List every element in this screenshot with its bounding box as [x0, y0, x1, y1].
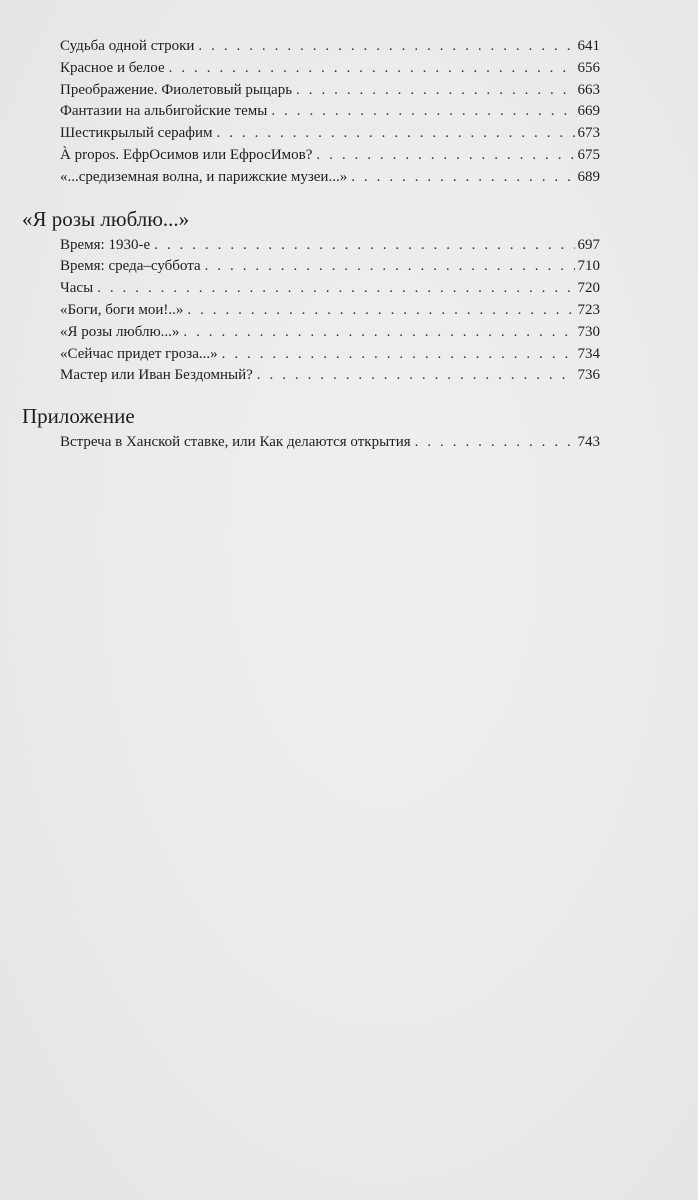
toc-entry[interactable]: [60, 80, 600, 102]
dot-leader: [198, 36, 574, 58]
dot-leader: [351, 167, 574, 189]
toc-entry-title: Шестикрылый серафим: [60, 125, 213, 142]
toc-entry[interactable]: [60, 432, 600, 454]
dot-leader: [316, 145, 574, 167]
toc-entry-title: Красное и белое: [60, 59, 165, 76]
dot-leader: [296, 80, 574, 102]
toc-entry-page: 673: [577, 125, 600, 142]
dot-leader: [222, 344, 575, 366]
toc-entry-title: Мастер или Иван Бездомный?: [60, 367, 253, 384]
toc-entry[interactable]: [60, 278, 600, 300]
toc-entry-title: Фантазии на альбигойские темы: [60, 103, 268, 120]
section-heading: Приложение: [22, 404, 135, 429]
toc-entry-title: Преображение. Фиолетовый рыцарь: [60, 81, 293, 98]
toc-entry-page: 743: [577, 434, 600, 451]
toc-entry-title: «Боги, боги мои!..»: [60, 301, 184, 318]
toc-entry-page: 736: [577, 367, 600, 384]
toc-entry[interactable]: [60, 101, 600, 123]
toc-entry-page: 730: [577, 323, 600, 340]
toc-entry[interactable]: [60, 58, 600, 80]
toc-entry[interactable]: [60, 145, 600, 167]
toc-entry-page: 697: [577, 236, 600, 253]
toc-entry-page: 720: [577, 280, 600, 297]
dot-leader: [154, 235, 574, 257]
dot-leader: [415, 432, 575, 454]
section-heading: «Я розы люблю...»: [22, 206, 190, 231]
toc-entry[interactable]: [60, 365, 600, 387]
toc-entry-page: 669: [577, 103, 600, 120]
toc-entry-title: À propos. ЕфрОсимов или ЕфросИмов?: [60, 146, 313, 163]
toc-entry-page: 663: [577, 81, 600, 98]
toc-entry[interactable]: [60, 344, 600, 366]
toc-entry-title: Время: среда–суббота: [60, 258, 201, 275]
toc-entry[interactable]: [60, 256, 600, 278]
dot-leader: [257, 365, 575, 387]
table-of-contents: [22, 36, 600, 454]
toc-entry[interactable]: [60, 36, 600, 58]
dot-leader: [183, 322, 574, 344]
toc-entry[interactable]: [60, 322, 600, 344]
toc-entry-title: Встреча в Ханской ставке, или Как делаются открытия: [60, 434, 411, 451]
toc-entry-title: Время: 1930-е: [60, 236, 151, 253]
toc-entry-page: 723: [577, 301, 600, 318]
toc-entry-page: 641: [577, 38, 600, 54]
toc-entry-page: 710: [577, 258, 600, 275]
toc-entry-title: Судьба одной строки: [60, 38, 195, 54]
toc-entry[interactable]: [60, 300, 600, 322]
dot-leader: [217, 123, 575, 145]
toc-section: [22, 432, 600, 454]
toc-entry-title: «Я розы люблю...»: [60, 323, 180, 340]
toc-entry[interactable]: [60, 235, 600, 257]
toc-entry[interactable]: [60, 167, 600, 189]
dot-leader: [205, 256, 575, 278]
dot-leader: [169, 58, 575, 80]
dot-leader: [97, 278, 574, 300]
toc-entry-page: 656: [577, 59, 600, 76]
toc-entry-page: 689: [577, 168, 600, 185]
toc-entry-title: «Сейчас придет гроза...»: [60, 345, 218, 362]
toc-entry-title: Часы: [60, 280, 94, 297]
toc-section-continued: [22, 36, 600, 189]
toc-entry-page: 734: [577, 345, 600, 362]
toc-entry-title: «...средиземная волна, и парижские музеи...»: [60, 168, 348, 185]
toc-section: [22, 235, 600, 388]
dot-leader: [187, 300, 574, 322]
toc-entry[interactable]: [60, 123, 600, 145]
toc-entry-page: 675: [577, 146, 600, 163]
dot-leader: [271, 101, 574, 123]
